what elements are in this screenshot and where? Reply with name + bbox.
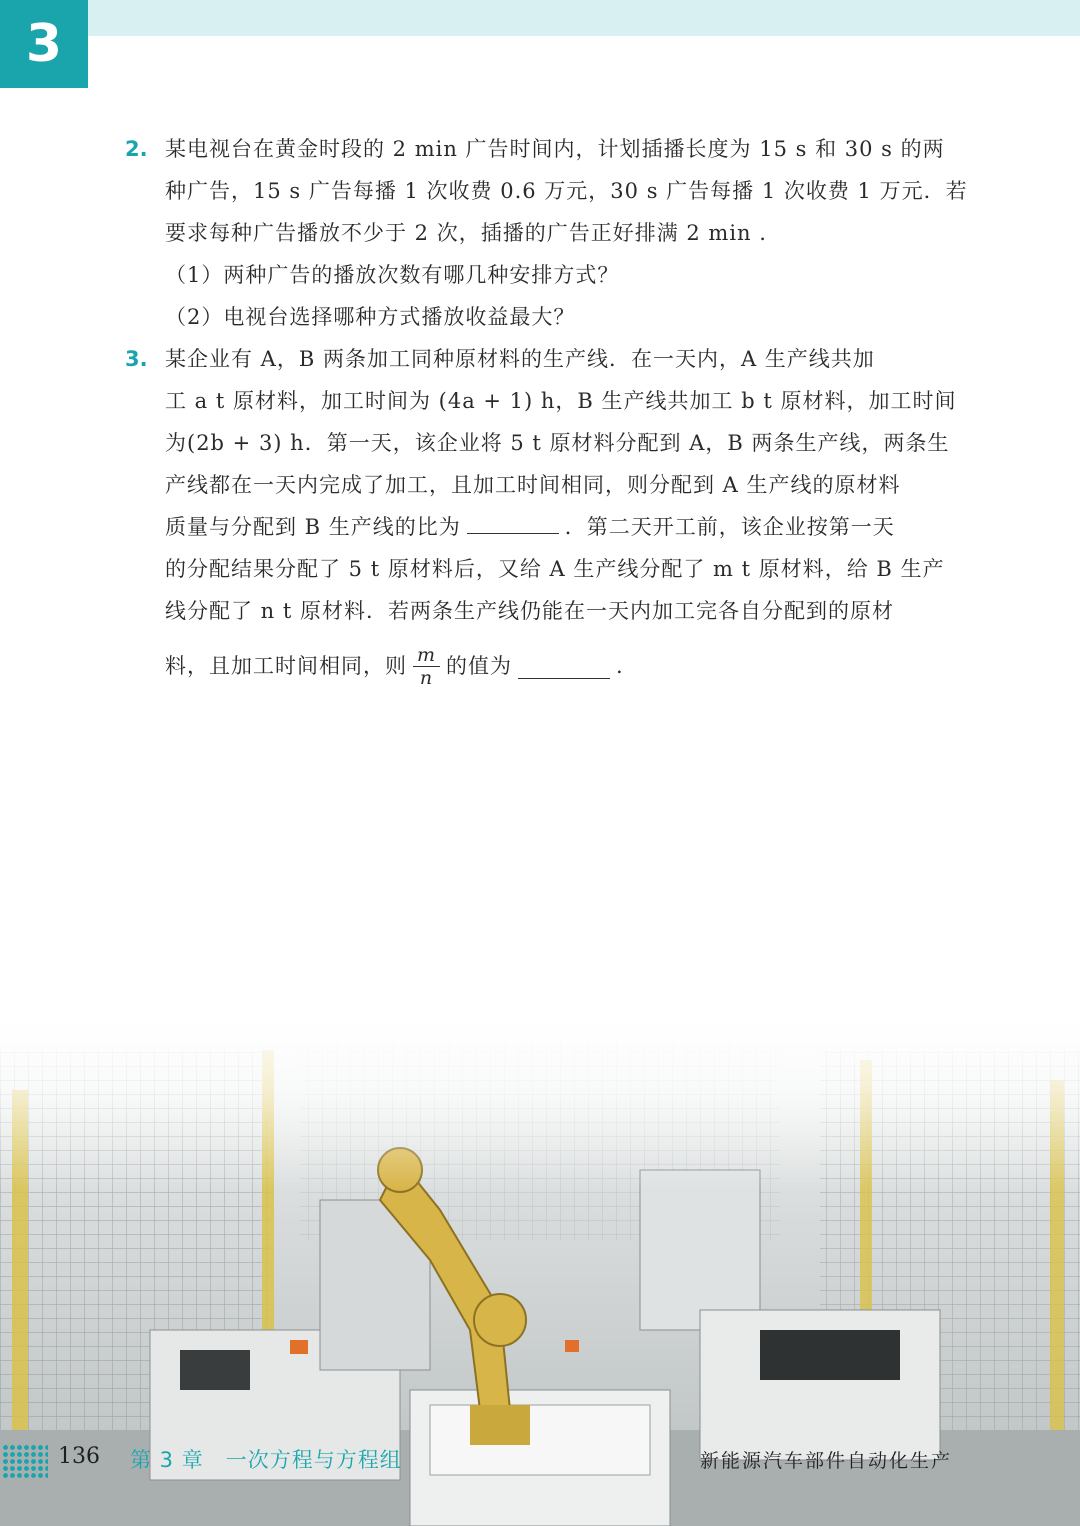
problem-number: 2. xyxy=(125,137,148,161)
answer-blank xyxy=(467,509,559,534)
problem-text-line xyxy=(165,636,965,696)
problem-text-line: 种广告，15 s 广告每播 1 次收费 0.6 万元，30 s 广告每播 1 次收费 1 万元．若 xyxy=(165,179,968,203)
header-band xyxy=(0,0,1080,36)
problem-text-line: 的分配结果分配了 5 t 原材料后，又给 A 生产线分配了 m t 原材料，给 B 生产 xyxy=(165,557,945,581)
chapter-number-tab: 3 xyxy=(0,0,88,88)
problem-text-line: 某电视台在黄金时段的 2 min 广告时间内，计划插播长度为 15 s 和 30 s 的两 xyxy=(165,137,945,161)
text-segment: ．第二天开工前，该企业按第一天 xyxy=(564,515,895,539)
fraction xyxy=(413,644,440,689)
exercise-list xyxy=(125,128,968,696)
problem-text-line: 产线都在一天内完成了加工，且加工时间相同，则分配到 A 生产线的原材料 xyxy=(165,473,901,497)
answer-blank xyxy=(518,654,610,679)
sub-question: （1）两种广告的播放次数有哪几种安排方式？ xyxy=(165,263,620,287)
page-number: 136 xyxy=(58,1444,100,1469)
problem-3 xyxy=(125,338,965,696)
problem-number: 3. xyxy=(125,347,148,371)
fraction-numerator: m xyxy=(413,644,440,667)
problem-text-line: 某企业有 A，B 两条加工同种原材料的生产线．在一天内，A 生产线共加 xyxy=(165,347,875,371)
chapter-title: 第 3 章 一次方程与方程组 xyxy=(130,1448,402,1472)
sub-question: （2）电视台选择哪种方式播放收益最大？ xyxy=(165,305,576,329)
text-segment: 的值为 xyxy=(446,654,513,678)
problem-text-line: 线分配了 n t 原材料．若两条生产线仍能在一天内加工完各自分配到的原材 xyxy=(165,599,894,623)
problem-text-line: 工 a t 原材料，加工时间为 (4a + 1) h，B 生产线共加工 b t 原材料，加工时间 xyxy=(165,389,957,413)
footer-dot-grid-icon xyxy=(2,1444,48,1480)
photo-caption: 新能源汽车部件自动化生产 xyxy=(700,1450,953,1472)
text-segment: . xyxy=(616,654,624,678)
problem-2 xyxy=(125,128,968,338)
problem-text-line: 要求每种广告播放不少于 2 次，插播的广告正好排满 2 min . xyxy=(165,221,767,245)
photo-fade-overlay xyxy=(0,1010,1080,1190)
fraction-denominator: n xyxy=(419,666,434,689)
problem-text-line: 为(2b + 3) h．第一天，该企业将 5 t 原材料分配到 A，B 两条生产线，两条生 xyxy=(165,431,950,455)
text-segment: 质量与分配到 B 生产线的比为 xyxy=(165,515,461,539)
text-segment: 料，且加工时间相同，则 xyxy=(165,654,407,678)
problem-text-line xyxy=(165,506,965,548)
